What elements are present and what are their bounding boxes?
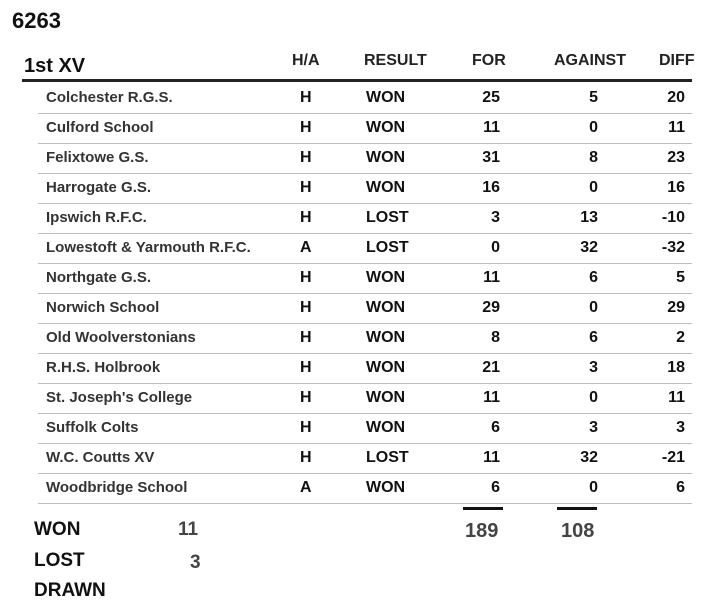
opponent-name: Woodbridge School <box>46 479 188 496</box>
summary-lost-value: 3 <box>190 552 201 573</box>
opponent-name: Old Woolverstonians <box>46 329 196 346</box>
points-against: 6 <box>589 329 598 346</box>
table-row <box>0 474 706 504</box>
match-result: LOST <box>366 209 409 226</box>
document-id: 6263 <box>12 8 61 33</box>
points-against: 13 <box>580 209 598 226</box>
home-away: H <box>300 389 312 406</box>
home-away: H <box>300 269 312 286</box>
points-diff: 23 <box>667 149 685 166</box>
points-against: 3 <box>589 359 598 376</box>
match-result: WON <box>366 299 406 316</box>
header-for: FOR <box>472 52 506 69</box>
home-away: H <box>300 329 312 346</box>
table-row <box>0 444 706 474</box>
opponent-name: Colchester R.G.S. <box>46 89 173 106</box>
home-away: A <box>300 239 312 256</box>
points-for: 11 <box>483 269 500 286</box>
points-diff: 16 <box>667 179 685 196</box>
table-row <box>0 294 706 324</box>
match-result: WON <box>366 479 406 496</box>
points-against: 32 <box>580 239 598 256</box>
match-result: LOST <box>366 239 409 256</box>
home-away: A <box>300 479 312 496</box>
opponent-name: St. Joseph's College <box>46 389 193 406</box>
points-against: 0 <box>589 299 598 316</box>
points-diff: -32 <box>661 239 685 256</box>
fixtures-table <box>0 84 706 504</box>
total-for: 189 <box>465 520 499 542</box>
home-away: H <box>300 299 312 316</box>
match-result: WON <box>366 419 406 436</box>
match-result: WON <box>366 389 406 406</box>
opponent-name: Norwich School <box>46 299 160 316</box>
points-diff: 29 <box>667 299 685 316</box>
table-row <box>0 414 706 444</box>
match-result: LOST <box>366 449 409 466</box>
summary-lost-label: LOST <box>34 550 85 571</box>
points-for: 31 <box>482 149 500 166</box>
home-away: H <box>300 359 312 376</box>
points-diff: 3 <box>676 419 685 436</box>
points-diff: 20 <box>667 89 685 106</box>
home-away: H <box>300 119 312 136</box>
opponent-name: Culford School <box>46 119 154 136</box>
team-title: 1st XV <box>24 55 86 77</box>
home-away: H <box>300 179 312 196</box>
points-against: 5 <box>589 89 598 106</box>
points-for: 8 <box>491 329 500 346</box>
table-row <box>0 114 706 144</box>
table-row <box>0 174 706 204</box>
match-result: WON <box>366 269 406 286</box>
opponent-name: Harrogate G.S. <box>46 179 152 196</box>
table-row <box>0 324 706 354</box>
points-against: 0 <box>589 389 598 406</box>
total-against-rule <box>557 507 597 510</box>
table-row <box>0 84 706 114</box>
header-diff: DIFF <box>659 52 695 69</box>
total-for-rule <box>463 507 503 510</box>
opponent-name: R.H.S. Holbrook <box>46 359 161 376</box>
points-against: 8 <box>589 149 598 166</box>
opponent-name: Suffolk Colts <box>46 419 139 436</box>
header-result: RESULT <box>364 52 427 69</box>
points-against: 32 <box>580 449 598 466</box>
summary-won-value: 11 <box>178 519 199 540</box>
opponent-name: W.C. Coutts XV <box>46 449 155 466</box>
points-diff: 5 <box>676 269 685 286</box>
header-ha: H/A <box>292 52 320 69</box>
match-result: WON <box>366 149 406 166</box>
table-row <box>0 264 706 294</box>
table-row <box>0 204 706 234</box>
points-diff: -21 <box>661 449 685 466</box>
points-for: 0 <box>491 239 500 256</box>
points-diff: 11 <box>668 389 685 406</box>
points-against: 3 <box>589 419 598 436</box>
points-for: 11 <box>483 449 500 466</box>
match-result: WON <box>366 89 406 106</box>
points-against: 0 <box>589 479 598 496</box>
points-for: 11 <box>483 119 500 136</box>
points-diff: -10 <box>661 209 685 226</box>
summary-drawn-label: DRAWN <box>34 580 106 601</box>
home-away: H <box>300 149 312 166</box>
header-against: AGAINST <box>554 52 626 69</box>
home-away: H <box>300 449 312 466</box>
match-result: WON <box>366 179 406 196</box>
points-for: 11 <box>483 389 500 406</box>
points-diff: 18 <box>667 359 685 376</box>
opponent-name: Felixtowe G.S. <box>46 149 149 166</box>
table-row <box>0 144 706 174</box>
summary-won-label: WON <box>34 519 81 540</box>
opponent-name: Northgate G.S. <box>46 269 152 286</box>
points-for: 6 <box>491 479 500 496</box>
match-result: WON <box>366 359 406 376</box>
opponent-name: Ipswich R.F.C. <box>46 209 147 226</box>
points-diff: 2 <box>676 329 685 346</box>
home-away: H <box>300 419 312 436</box>
table-row <box>0 354 706 384</box>
points-for: 3 <box>491 209 500 226</box>
points-against: 6 <box>589 269 598 286</box>
total-against: 108 <box>561 520 595 542</box>
table-row <box>0 234 706 264</box>
points-for: 25 <box>482 89 500 106</box>
points-diff: 6 <box>676 479 685 496</box>
match-result: WON <box>366 329 406 346</box>
opponent-name: Lowestoft & Yarmouth R.F.C. <box>46 239 251 256</box>
points-against: 0 <box>589 179 598 196</box>
points-for: 16 <box>482 179 500 196</box>
points-for: 21 <box>482 359 500 376</box>
home-away: H <box>300 209 312 226</box>
match-result: WON <box>366 119 406 136</box>
table-row <box>0 384 706 414</box>
home-away: H <box>300 89 312 106</box>
points-against: 0 <box>589 119 598 136</box>
points-for: 29 <box>482 299 500 316</box>
header-rule <box>22 79 692 82</box>
points-for: 6 <box>491 419 500 436</box>
points-diff: 11 <box>668 119 685 136</box>
